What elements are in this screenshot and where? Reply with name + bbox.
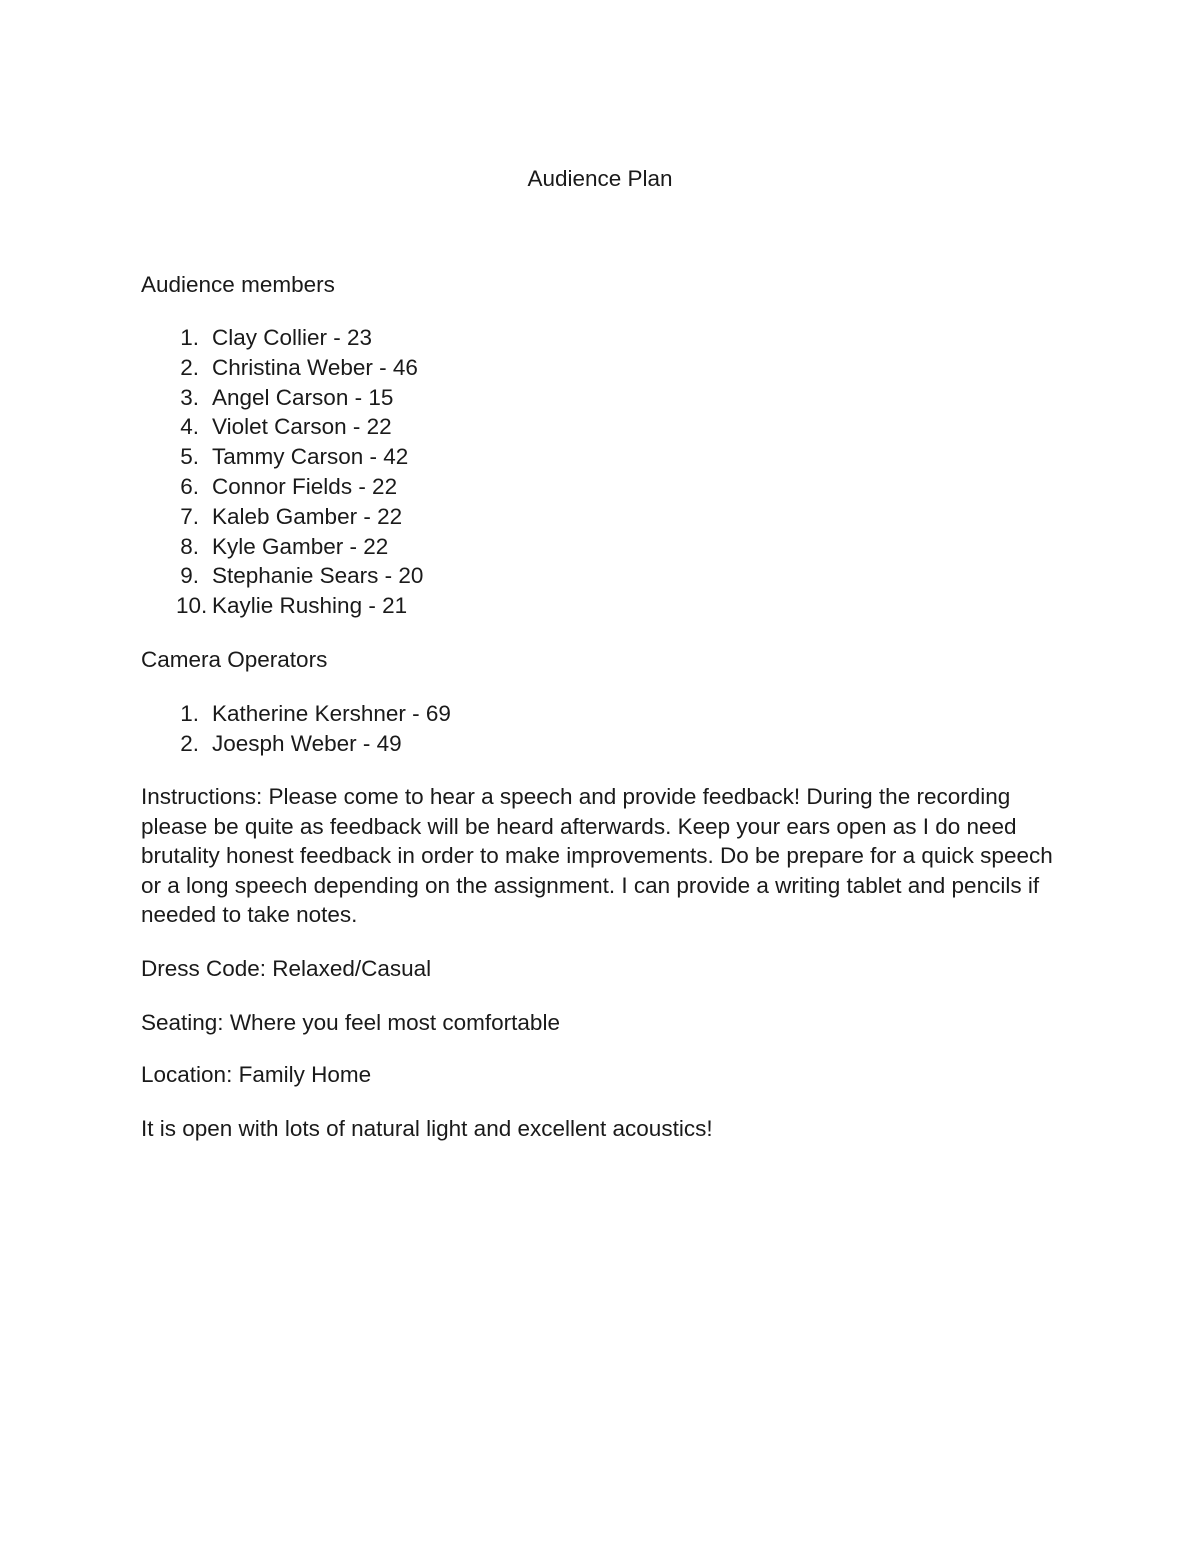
document-title: Audience Plan — [527, 166, 673, 191]
list-number: 10. — [176, 593, 208, 619]
list-number: 1. — [180, 325, 199, 350]
list-text: Angel Carson - 15 — [212, 384, 394, 410]
list-number: 6. — [180, 473, 199, 499]
instructions-paragraph: Instructions: Please come to hear a speech and provide feedback! During the recording please be quite as feedback will be heard afterwards. Keep your ears open as I do need brutality honest feedback in order to make improvements. Do be prepare for a quick speech or a long speech depending on the assignment. I can provide a writing tablet and pencils if needed to take notes. — [141, 784, 1053, 928]
seating-line: Seating: Where you feel most comfortable — [141, 1010, 560, 1035]
list-number: 3. — [180, 384, 199, 410]
list-number: 2. — [180, 354, 199, 380]
list-number: 4. — [180, 414, 199, 440]
list-number: 9. — [180, 563, 199, 589]
list-text: Stephanie Sears - 20 — [212, 563, 424, 589]
camera-operators-heading: Camera Operators — [141, 647, 328, 672]
location-line: Location: Family Home — [141, 1062, 372, 1087]
list-text: Connor Fields - 22 — [212, 473, 398, 499]
list-number: 2. — [180, 730, 199, 756]
list-text: Kaleb Gamber - 22 — [212, 503, 403, 529]
list-number: 5. — [180, 444, 199, 470]
list-number: 1. — [180, 701, 199, 726]
closing-line: It is open with lots of natural light and excellent acoustics! — [141, 1116, 713, 1141]
list-text: Christina Weber - 46 — [212, 354, 418, 380]
list-text: Clay Collier - 23 — [212, 325, 373, 350]
list-text: Joesph Weber - 49 — [212, 730, 402, 756]
audience-members-heading: Audience members — [141, 272, 335, 297]
list-text: Tammy Carson - 42 — [212, 444, 409, 470]
list-text: Kyle Gamber - 22 — [212, 533, 389, 559]
list-text: Kaylie Rushing - 21 — [212, 593, 408, 619]
list-text: Violet Carson - 22 — [212, 414, 392, 440]
list-number: 7. — [180, 503, 199, 529]
list-number: 8. — [180, 533, 199, 559]
dress-code-line: Dress Code: Relaxed/Casual — [141, 956, 432, 981]
list-text: Katherine Kershner - 69 — [212, 701, 451, 726]
